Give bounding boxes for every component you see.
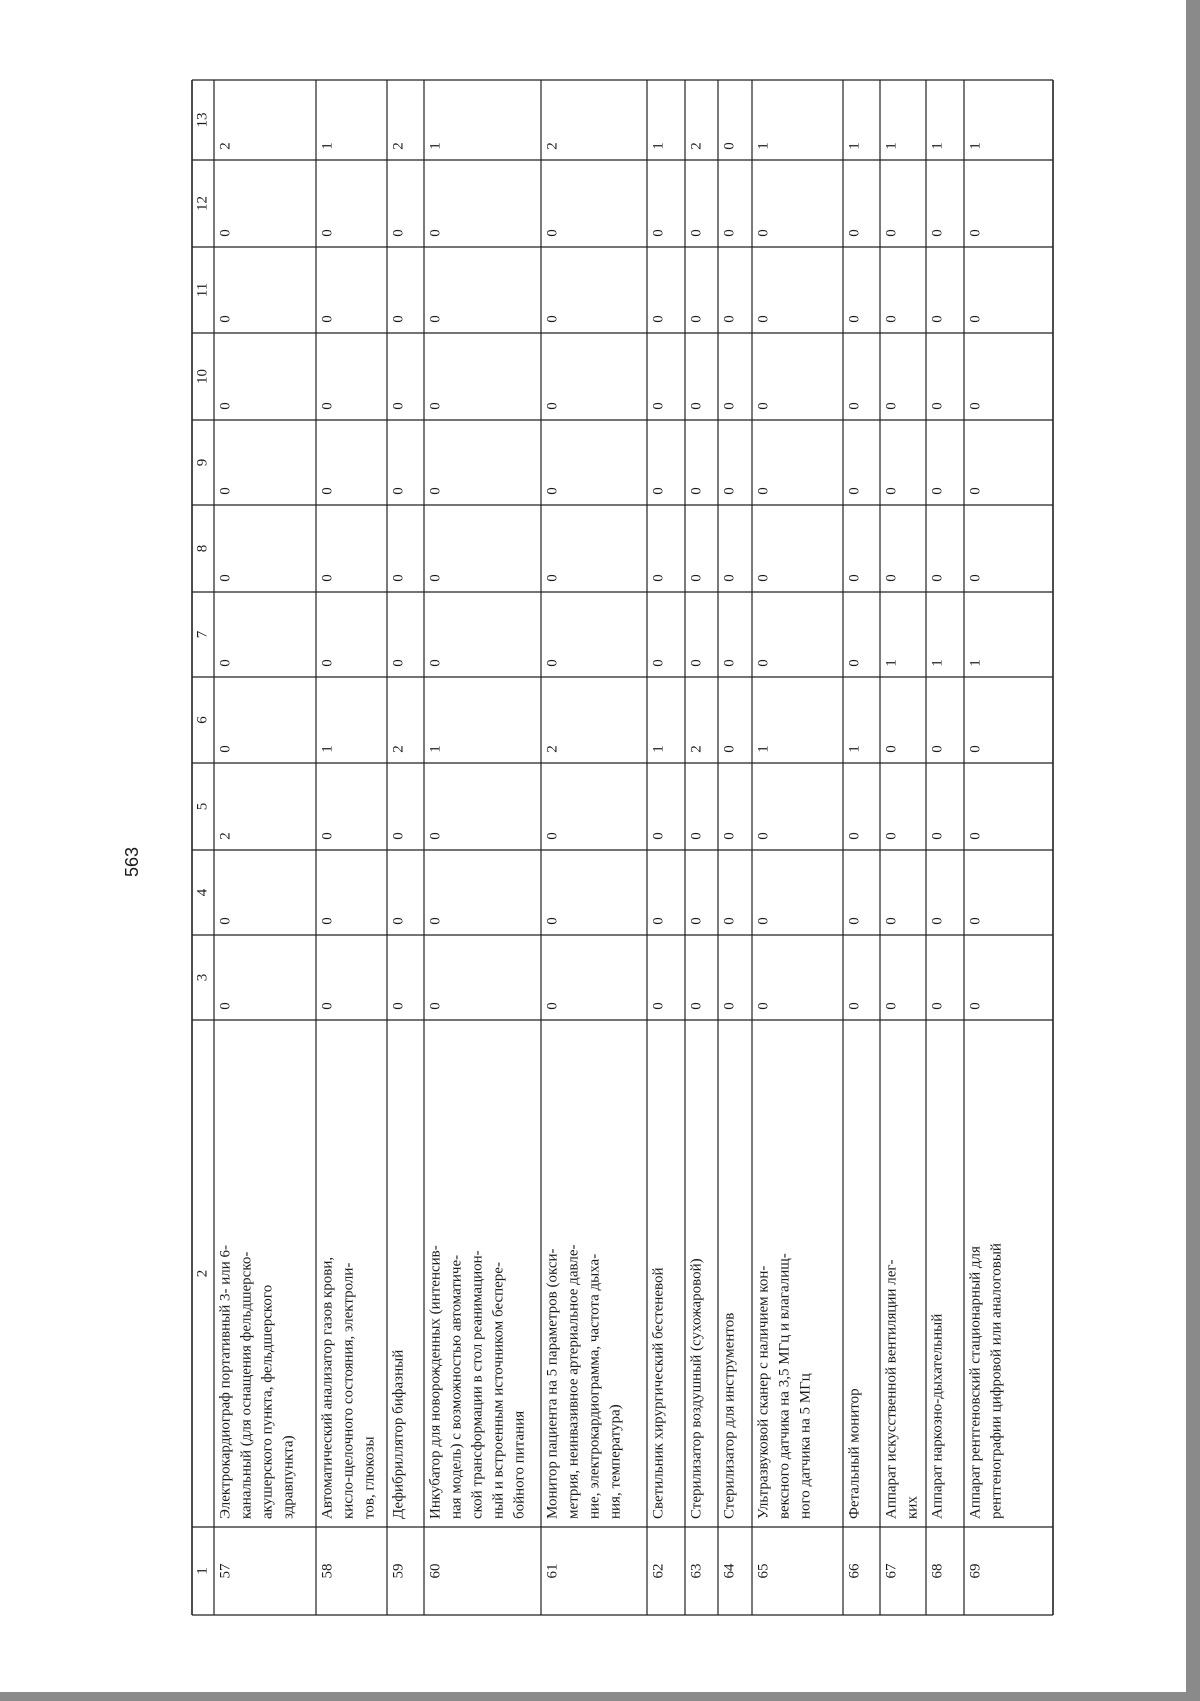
table-value-cell: 2: [217, 142, 234, 150]
table-value-cell: 0: [883, 1002, 900, 1010]
table-row-name-line: ный и встроенным источником беспере-: [490, 1262, 507, 1519]
table-value-cell: 0: [427, 229, 444, 237]
table-value-cell: 0: [755, 487, 772, 495]
table-value-cell: 0: [544, 487, 561, 495]
table-value-cell: 0: [688, 229, 705, 237]
table-header-cell: 10: [194, 369, 211, 384]
table-value-cell: 1: [929, 659, 946, 667]
table-value-cell: 0: [967, 832, 984, 840]
table-row-name-line: Аппарат искусственной вентиляции лег-: [883, 1259, 900, 1519]
table-value-cell: 0: [755, 1002, 772, 1010]
table-value-cell: 0: [427, 487, 444, 495]
table-value-cell: 0: [883, 832, 900, 840]
table-row-name-line: ная модель) с возможностью автоматиче-: [448, 1254, 465, 1519]
table-row-name-line: Монитор пациента на 5 параметров (окси-: [544, 1248, 561, 1519]
table-value-cell: 0: [929, 402, 946, 410]
table-value-cell: 0: [929, 1002, 946, 1010]
table-value-cell: 0: [755, 574, 772, 582]
table-value-cell: 0: [721, 917, 738, 925]
table-value-cell: 0: [217, 402, 234, 410]
table-value-cell: 0: [688, 1002, 705, 1010]
table-value-cell: 0: [390, 832, 407, 840]
table-value-cell: 0: [721, 487, 738, 495]
table-value-cell: 0: [544, 832, 561, 840]
table-header-cell: 3: [194, 973, 211, 982]
table-row-name-line: акушерского пункта, фельдшерского: [259, 1284, 276, 1519]
table-row-number: 62: [650, 1563, 667, 1579]
table-value-cell: 0: [929, 487, 946, 495]
table-value-cell: 0: [427, 574, 444, 582]
table-value-cell: 0: [390, 659, 407, 667]
table-value-cell: 0: [721, 229, 738, 237]
table-value-cell: 1: [846, 745, 863, 753]
table-value-cell: 0: [650, 229, 667, 237]
table-header-cell: 12: [194, 196, 211, 211]
table-row-number: 58: [319, 1563, 336, 1579]
table-value-cell: 0: [427, 315, 444, 323]
table-value-cell: 0: [929, 229, 946, 237]
table-row-name-line: Стерилизатор для инструментов: [721, 1312, 738, 1519]
table-row-name-line: кисло-щелочного состояния, электроли-: [340, 1262, 357, 1519]
table-value-cell: 0: [721, 659, 738, 667]
table-value-cell: 1: [319, 745, 336, 753]
table-value-cell: 0: [319, 832, 336, 840]
table-row-name-line: ких: [904, 1496, 921, 1519]
table-value-cell: 1: [427, 142, 444, 150]
table-value-cell: 0: [217, 315, 234, 323]
table-value-cell: 0: [688, 659, 705, 667]
table-value-cell: 0: [319, 487, 336, 495]
table-row-number: 59: [390, 1563, 407, 1579]
table-value-cell: 0: [721, 142, 738, 150]
table-row-name-line: ской трансформации в стол реанимацион-: [469, 1250, 486, 1519]
table-row-name-line: рентгенографии цифровой или аналоговый: [988, 1243, 1005, 1519]
table-value-cell: 0: [319, 917, 336, 925]
table-value-cell: 0: [544, 1002, 561, 1010]
page-number: 563: [122, 846, 142, 878]
table-header-cell: 5: [194, 802, 211, 811]
table-value-cell: 0: [846, 917, 863, 925]
table-header-cell: 11: [194, 282, 211, 298]
table-value-cell: 0: [883, 402, 900, 410]
table-value-cell: 0: [846, 1002, 863, 1010]
table-value-cell: 0: [650, 402, 667, 410]
table-value-cell: 0: [755, 229, 772, 237]
table-value-cell: 0: [721, 832, 738, 840]
table-value-cell: 2: [390, 745, 407, 753]
table-value-cell: 1: [755, 745, 772, 753]
table-value-cell: 0: [427, 1002, 444, 1010]
table-value-cell: 0: [217, 917, 234, 925]
table-value-cell: 0: [217, 574, 234, 582]
table-value-cell: 0: [967, 487, 984, 495]
table-value-cell: 0: [846, 487, 863, 495]
table-value-cell: 0: [846, 229, 863, 237]
table-value-cell: 1: [967, 142, 984, 150]
table-header-cell: 7: [194, 630, 211, 639]
table-value-cell: 0: [390, 487, 407, 495]
table-value-cell: 1: [883, 142, 900, 150]
table-value-cell: 0: [427, 402, 444, 410]
table-value-cell: 0: [688, 574, 705, 582]
table-value-cell: 0: [721, 402, 738, 410]
table-value-cell: 0: [967, 1002, 984, 1010]
table-value-cell: 0: [721, 1002, 738, 1010]
table-value-cell: 2: [688, 745, 705, 753]
table-value-cell: 0: [319, 574, 336, 582]
table-value-cell: 0: [883, 487, 900, 495]
table-value-cell: 0: [544, 315, 561, 323]
table-value-cell: 0: [688, 917, 705, 925]
table-header-cell: 2: [194, 1269, 211, 1278]
table-value-cell: 0: [688, 315, 705, 323]
table-value-cell: 0: [755, 659, 772, 667]
table-row-name-line: Стерилизатор воздушный (сухожаровой): [688, 1258, 705, 1519]
table-value-cell: 2: [390, 142, 407, 150]
table-value-cell: 0: [544, 659, 561, 667]
table-row-name-line: Инкубатор для новорожденных (интенсив-: [427, 1245, 444, 1519]
table-header-cell: 1: [194, 1567, 211, 1575]
table-value-cell: 0: [319, 402, 336, 410]
table-value-cell: 1: [883, 659, 900, 667]
table-value-cell: 0: [427, 659, 444, 667]
table-value-cell: 0: [544, 917, 561, 925]
table-value-cell: 2: [544, 745, 561, 753]
table-value-cell: 2: [544, 142, 561, 150]
table-row-name-line: ние, электрокардиограмма, частота дыха-: [586, 1253, 603, 1519]
table-header-cell: 6: [194, 716, 211, 724]
table-value-cell: 0: [883, 229, 900, 237]
table-row-name-line: Светильник хирургический бестеневой: [650, 1267, 667, 1519]
table-row-name-line: Аппарат рентгеновский стационарный для: [967, 1246, 984, 1519]
table-value-cell: 0: [846, 402, 863, 410]
table-value-cell: 0: [929, 917, 946, 925]
table-value-cell: 2: [217, 832, 234, 840]
table-value-cell: 0: [721, 745, 738, 753]
table-value-cell: 0: [390, 402, 407, 410]
table-value-cell: 0: [721, 574, 738, 582]
table-row-number: 61: [544, 1563, 561, 1579]
table-value-cell: 0: [967, 574, 984, 582]
table-row-name-line: метрия, неинвазивное артериальное давле-: [565, 1244, 582, 1519]
table-header-cell: 13: [194, 112, 211, 128]
table-value-cell: 0: [688, 487, 705, 495]
table-value-cell: 0: [390, 1002, 407, 1010]
table-row-name-line: Дефибриллятор бифазный: [390, 1349, 407, 1519]
table-value-cell: 0: [650, 1002, 667, 1010]
table-row-name-line: ного датчика на 5 МГц: [797, 1373, 814, 1519]
table-value-cell: 1: [650, 745, 667, 753]
table-value-cell: 0: [544, 402, 561, 410]
table-value-cell: 0: [544, 574, 561, 582]
table-value-cell: 0: [650, 315, 667, 323]
table-value-cell: 1: [929, 142, 946, 150]
table-value-cell: 0: [721, 315, 738, 323]
table-row-name-line: Фетальный монитор: [846, 1388, 863, 1519]
table-value-cell: 0: [755, 315, 772, 323]
table-row-number: 65: [755, 1563, 772, 1579]
table-value-cell: 0: [650, 832, 667, 840]
table-value-cell: 0: [929, 574, 946, 582]
table-value-cell: 1: [967, 659, 984, 667]
table-header-cell: 9: [194, 458, 211, 467]
table-value-cell: 0: [390, 229, 407, 237]
table-value-cell: 0: [217, 745, 234, 753]
table-value-cell: 0: [544, 229, 561, 237]
table-value-cell: 0: [967, 745, 984, 753]
table-row-number: 69: [967, 1563, 984, 1579]
table-row-name-line: Аппарат наркозно-дыхательный: [929, 1313, 946, 1519]
table-value-cell: 0: [390, 917, 407, 925]
table-value-cell: 1: [427, 745, 444, 753]
table-value-cell: 0: [217, 229, 234, 237]
table-value-cell: 1: [319, 142, 336, 150]
table-row-name-line: вексного датчика на 3,5 МГц и влагалищ-: [776, 1253, 793, 1519]
table-value-cell: 0: [390, 315, 407, 323]
table-value-cell: 0: [755, 832, 772, 840]
table-row-name-line: ния, температура): [607, 1404, 624, 1519]
table-value-cell: 0: [883, 745, 900, 753]
table-value-cell: 0: [929, 832, 946, 840]
table-value-cell: 0: [319, 229, 336, 237]
table-value-cell: 0: [967, 229, 984, 237]
table-value-cell: 0: [883, 315, 900, 323]
table-value-cell: 0: [650, 917, 667, 925]
table-row-number: 64: [721, 1563, 738, 1579]
table-value-cell: 0: [390, 574, 407, 582]
table-value-cell: 0: [319, 659, 336, 667]
table-value-cell: 0: [688, 402, 705, 410]
table-value-cell: 0: [688, 832, 705, 840]
table-value-cell: 1: [755, 142, 772, 150]
table-value-cell: 0: [846, 659, 863, 667]
table-value-cell: 0: [319, 1002, 336, 1010]
table-row-name-line: здравпункта): [280, 1435, 297, 1519]
table-value-cell: 0: [217, 659, 234, 667]
table-value-cell: 0: [967, 402, 984, 410]
table-value-cell: 1: [846, 142, 863, 150]
table-row-name-line: Автоматический анализатор газов крови,: [319, 1256, 336, 1519]
table-row-name-line: Ультразвуковой сканер с наличием кон-: [755, 1265, 772, 1519]
table-value-cell: 0: [846, 315, 863, 323]
table-value-cell: 0: [929, 745, 946, 753]
table-value-cell: 0: [883, 917, 900, 925]
table-value-cell: 0: [650, 574, 667, 582]
table-header-cell: 4: [194, 888, 211, 897]
table-value-cell: 0: [846, 574, 863, 582]
table-row-number: 60: [427, 1563, 444, 1579]
table-row-name-line: Электрокардиограф портативный 3- или 6-: [217, 1244, 234, 1519]
table-value-cell: 0: [427, 832, 444, 840]
table-value-cell: 0: [217, 487, 234, 495]
table-row-number: 68: [929, 1563, 946, 1579]
table-row-name-line: тов, глюкозы: [361, 1436, 378, 1519]
table-value-cell: 0: [929, 315, 946, 323]
table-row-number: 57: [217, 1563, 234, 1579]
table-value-cell: 2: [688, 142, 705, 150]
table-value-cell: 0: [883, 574, 900, 582]
table-value-cell: 0: [755, 917, 772, 925]
table-value-cell: 0: [319, 315, 336, 323]
table-value-cell: 1: [650, 142, 667, 150]
table-row-number: 67: [883, 1563, 900, 1579]
table-header-cell: 8: [194, 544, 211, 553]
table-value-cell: 0: [967, 917, 984, 925]
table-value-cell: 0: [650, 659, 667, 667]
table-value-cell: 0: [217, 1002, 234, 1010]
table-value-cell: 0: [650, 487, 667, 495]
table-value-cell: 0: [846, 832, 863, 840]
table-row-name-line: бойного питания: [511, 1410, 528, 1519]
table-row-number: 63: [688, 1563, 705, 1579]
table-row-number: 66: [846, 1563, 863, 1579]
table-value-cell: 0: [967, 315, 984, 323]
table-row-name-line: канальный (для оснащения фельдшерско-: [238, 1251, 255, 1519]
table-value-cell: 0: [427, 917, 444, 925]
table-value-cell: 0: [755, 402, 772, 410]
